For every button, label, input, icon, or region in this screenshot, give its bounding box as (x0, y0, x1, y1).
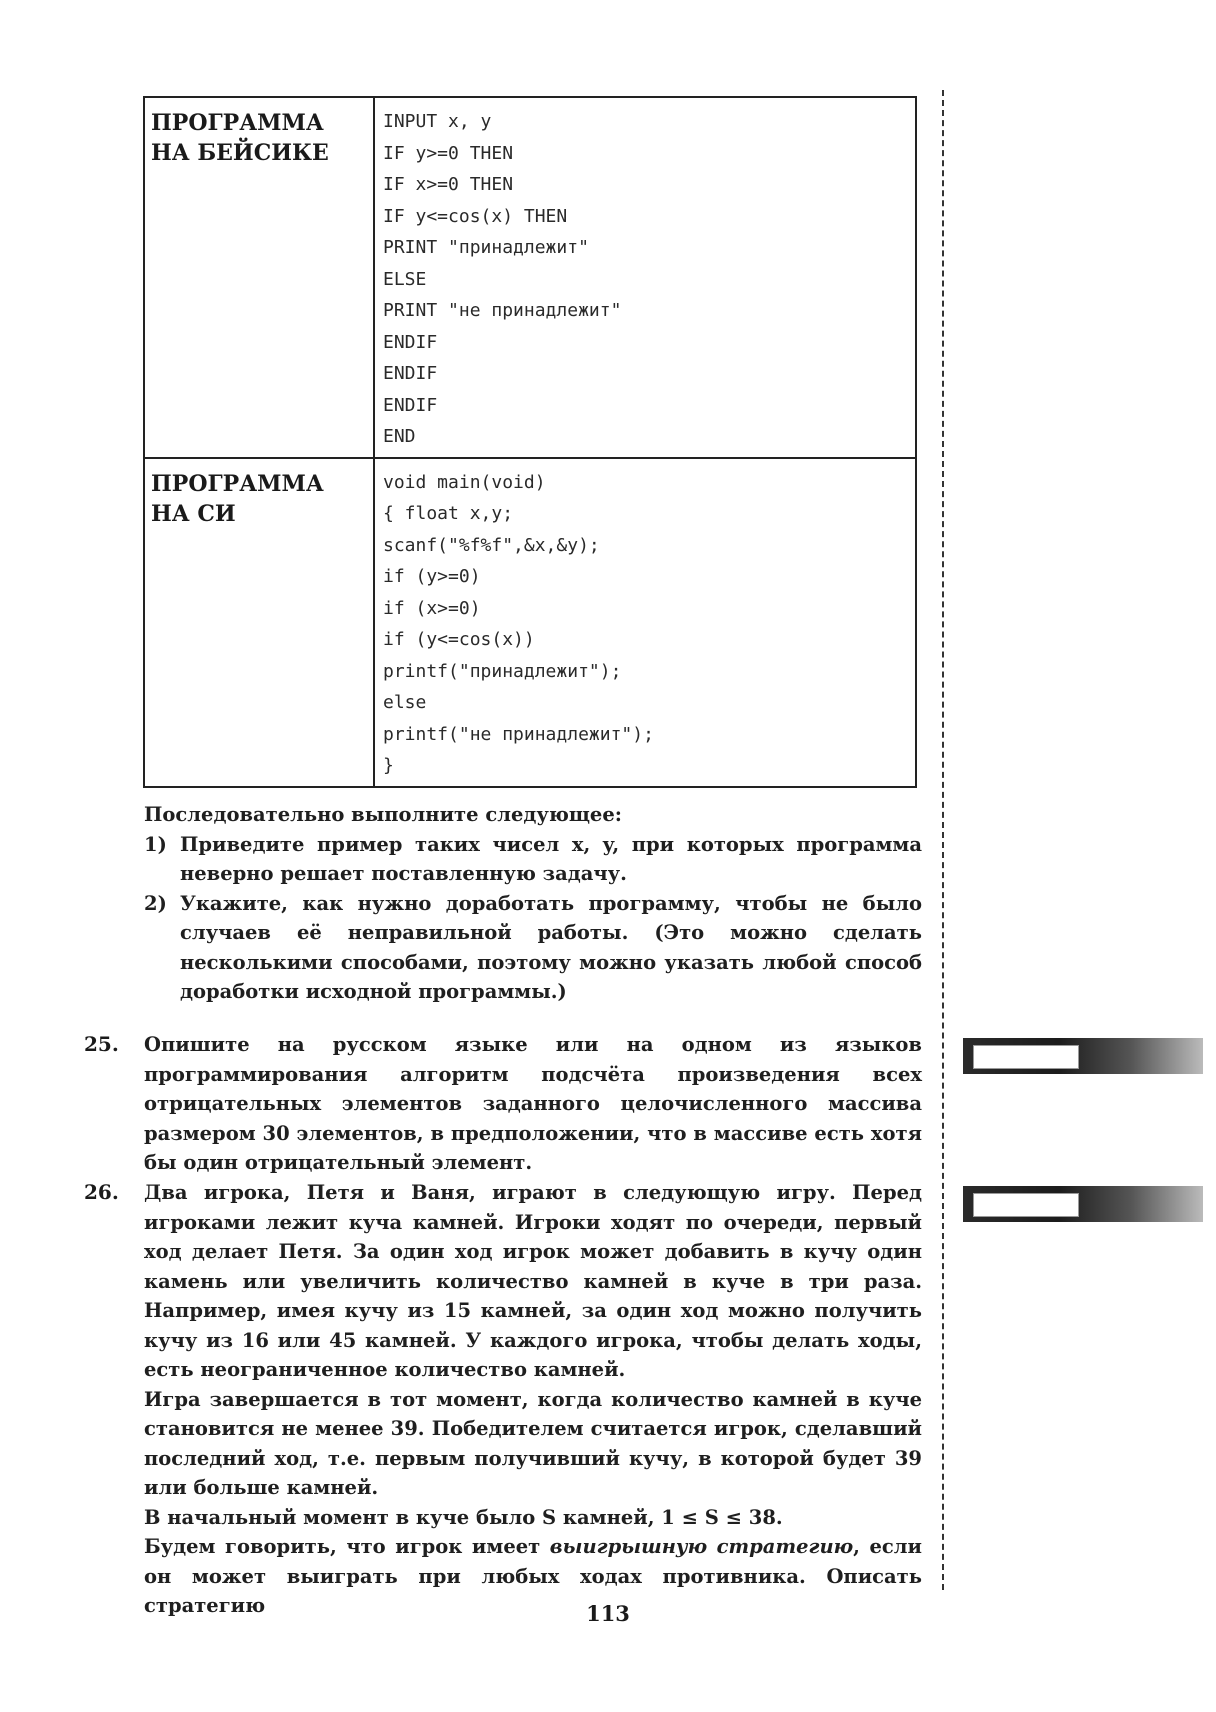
program-row (144, 458, 916, 787)
list-number: 1) (144, 832, 167, 856)
answer-marker-26 (963, 1186, 1203, 1222)
list-text: Приведите пример таких чисел x, y, при которых программа неверно решает поставленную задачу. (180, 832, 922, 885)
page-number: 113 (586, 1601, 630, 1626)
language-name: ПРОГРАММА НА СИ (151, 470, 324, 527)
task-25-text-block (144, 1030, 922, 1178)
task-26-text-block (144, 1178, 922, 1621)
code-line: scanf("%f%f",&x,&y); (383, 534, 600, 556)
answer-box (973, 1045, 1079, 1069)
code-cell (374, 458, 916, 787)
task-26-number: 26. (84, 1180, 119, 1204)
code-line: ELSE (383, 268, 427, 290)
code-line: printf("принадлежит"); (383, 660, 622, 682)
code-line: PRINT "принадлежит" (383, 237, 589, 258)
code-cell (374, 97, 916, 458)
task-25-number: 25. (84, 1032, 119, 1056)
list-text: Укажите, как нужно доработать программу, чтобы не было случаев её неправильной работы. (Это можно сделать несколькими способами, поэтому можно указать любой способ доработки исходной программы.) (180, 891, 922, 1003)
task-26-paragraph-2: Игра завершается в тот момент, когда количество камней в куче становится не менее 39. Победителем считается игрок, сделавший последний ход, т.е. первым получивший кучу, в которой будет 39 или больше камней. (144, 1387, 922, 1499)
code-line: if (y<=cos(x)) (383, 629, 535, 650)
code-line: INPUT x, y (383, 111, 492, 132)
code-line: ENDIF (383, 363, 438, 384)
code-line: if (y>=0) (383, 566, 481, 587)
code-line: } (383, 755, 394, 776)
code-line: ENDIF (383, 331, 438, 353)
instructions-block (144, 800, 922, 1007)
language-cell (144, 97, 374, 458)
code-line: ENDIF (383, 394, 438, 416)
list-number: 2) (144, 891, 167, 915)
program-row (144, 97, 916, 458)
code-table (143, 96, 917, 788)
p4-end: , если он может выиграть при любых ходах противника. Описать стратегию (144, 1535, 923, 1617)
language-cell (144, 458, 374, 787)
code-line: IF y>=0 THEN (383, 142, 514, 164)
code-line: IF x>=0 THEN (383, 174, 514, 195)
code-line: void main(void) (383, 471, 546, 493)
code-line: if (x>=0) (383, 597, 481, 619)
code-line: IF y<=cos(x) THEN (383, 205, 568, 227)
task-26-paragraph-1: Два игрока, Петя и Ваня, играют в следующую игру. Перед игроками лежит куча камней. Игроки ходят по очереди, первый ход делает Петя. За один ход игрок может добавить в кучу один камень или увеличить количество камней в куче в три раза. Например, имея кучу из 15 камней, за один ход можно получить кучу из 16 или 45 камней. У каждого игрока, чтобы делать ходы, есть неограниченное количество камней. (144, 1181, 922, 1381)
answer-marker-25 (963, 1038, 1203, 1074)
list-item (144, 889, 922, 1007)
code-line: PRINT "не принадлежит" (383, 300, 622, 321)
code-line: else (383, 692, 427, 713)
task-26-paragraph-3: В начальный момент в куче было S камней, 1 ≤ S ≤ 38. (144, 1505, 783, 1529)
code-line: END (383, 426, 416, 447)
language-name: ПРОГРАММА НА БЕЙСИКЕ (151, 110, 329, 166)
task-25-text: Опишите на русском языке или на одном из языков программирования алгоритм подсчёта произведения всех отрицательных элементов заданного целочисленного массива размером 30 элементов, в предположении, что в массиве есть хотя бы один отрицательный элемент. (144, 1033, 922, 1174)
code-line: { float x,y; (383, 503, 514, 524)
answer-box (973, 1193, 1079, 1217)
p4-italic-term: выигрышную стратегию (549, 1535, 854, 1558)
p4-start: Будем говорить, что игрок имеет (144, 1535, 550, 1558)
instructions-intro: Последовательно выполните следующее: (144, 803, 622, 826)
list-item (144, 830, 922, 889)
margin-cut-line (942, 90, 944, 1590)
code-line: printf("не принадлежит"); (383, 723, 654, 745)
